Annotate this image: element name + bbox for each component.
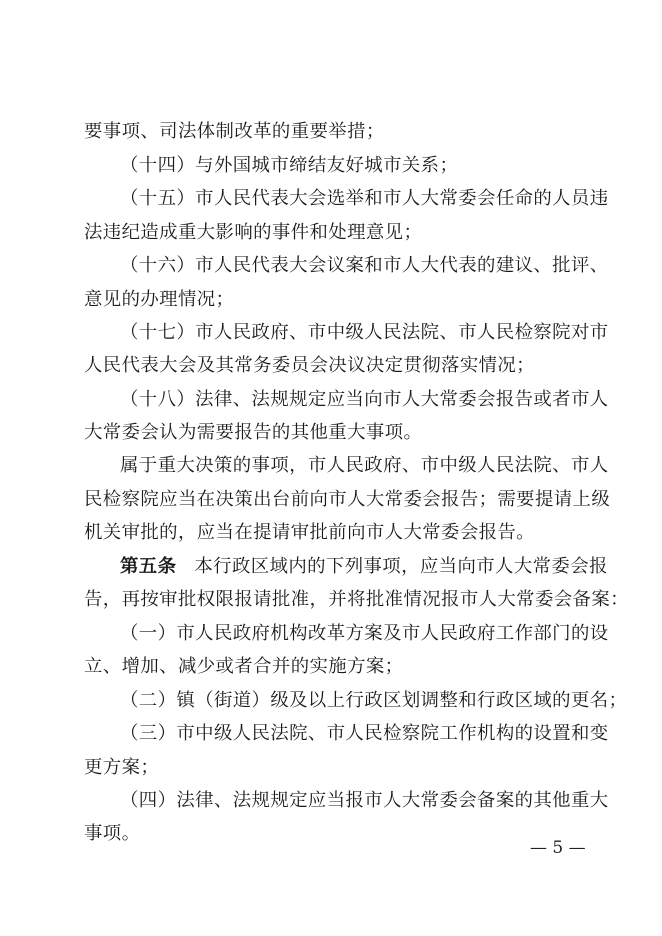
text-line: （十七）市人民政府、市中级人民法院、市人民检察院对市 bbox=[120, 322, 609, 343]
text-line: 事项。 bbox=[84, 823, 141, 844]
text-line: 大常委会认为需要报告的其他重大事项。 bbox=[84, 422, 423, 443]
text-line: 人民代表大会及其常务委员会决议决定贯彻落实情况； bbox=[84, 355, 535, 376]
text-line: （一）市人民政府机构改革方案及市人民政府工作部门的设 bbox=[120, 623, 609, 644]
text-line: 机关审批的，应当在提请审批前向市人大常委会报告。 bbox=[84, 522, 535, 543]
text-line: （四）法律、法规规定应当报市人大常委会备案的其他重大 bbox=[120, 790, 609, 811]
text-line: （十五）市人民代表大会选举和市人大常委会任命的人员违 bbox=[120, 188, 609, 209]
text-line: 法违纪造成重大影响的事件和处理意见； bbox=[84, 222, 423, 243]
text-line: 本行政区域内的下列事项，应当向市人大常委会报 bbox=[194, 556, 608, 577]
text-line: 属于重大决策的事项，市人民政府、市中级人民法院、市人 bbox=[120, 455, 609, 476]
text-line: （三）市中级人民法院、市人民检察院工作机构的设置和变 bbox=[120, 723, 609, 744]
article-line bbox=[0, 552, 662, 582]
text-line: 立、增加、减少或者合并的实施方案； bbox=[84, 656, 404, 677]
article-label: 第五条 bbox=[120, 556, 177, 577]
text-line: （十八）法律、法规规定应当向市人大常委会报告或者市人 bbox=[120, 389, 609, 410]
text-line: 更方案； bbox=[84, 757, 160, 778]
text-line: （十六）市人民代表大会议案和市人大代表的建议、批评、 bbox=[120, 255, 609, 276]
text-line: （二）镇（街道）级及以上行政区划调整和行政区域的更名； bbox=[120, 690, 628, 711]
text-line: 民检察院应当在决策出台前向市人大常委会报告；需要提请上级 bbox=[84, 489, 611, 510]
text-line: 告，再按审批权限报请批准，并将批准情况报市人大常委会备案： bbox=[84, 589, 629, 610]
text-line: 要事项、司法体制改革的重要举措； bbox=[84, 121, 385, 142]
page-number: — 5 — bbox=[530, 838, 586, 858]
text-line: （十四）与外国城市缔结友好城市关系； bbox=[120, 155, 459, 176]
text-line: 意见的办理情况； bbox=[84, 289, 235, 310]
